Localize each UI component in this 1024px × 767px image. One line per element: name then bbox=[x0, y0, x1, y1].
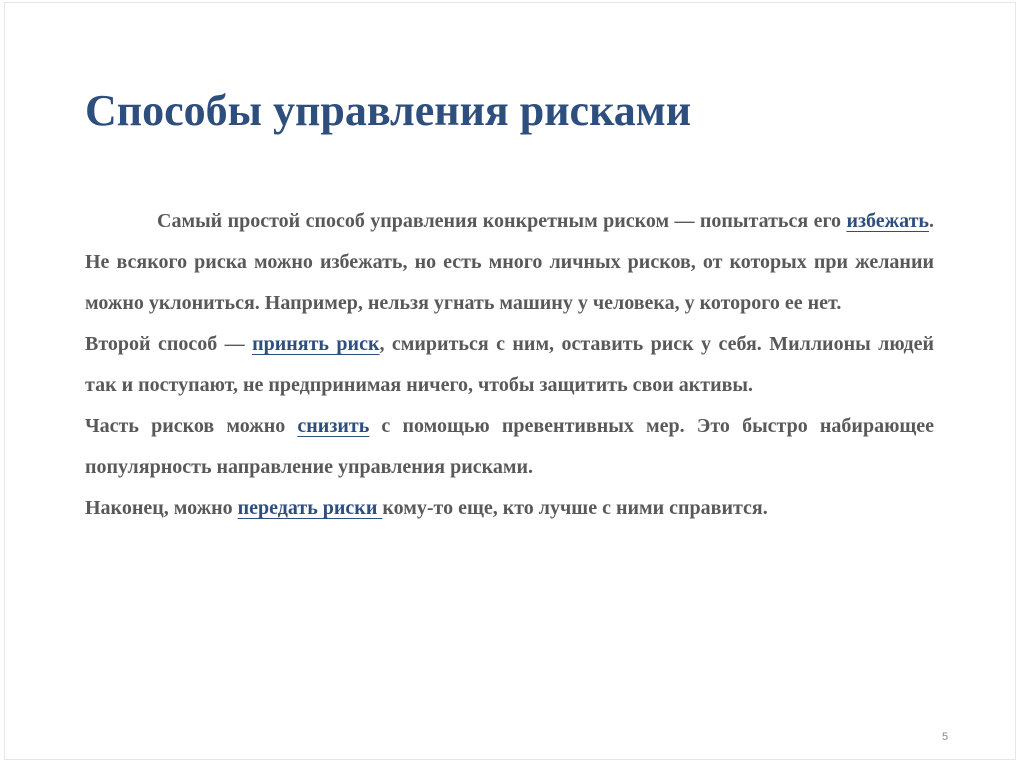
paragraph-reduce bbox=[85, 406, 934, 488]
paragraph-text: Второй способ — bbox=[85, 333, 253, 355]
paragraph-text: Самый простой способ управления конкретным риском — попытаться его bbox=[157, 210, 847, 232]
paragraph-text: кому-то еще, кто лучше с ними справится. bbox=[382, 497, 768, 519]
paragraph-text: Наконец, можно bbox=[85, 497, 238, 519]
paragraph-accept bbox=[85, 324, 934, 406]
paragraph-transfer bbox=[85, 488, 934, 529]
term-transfer-risks: передать риски bbox=[237, 497, 383, 519]
term-avoid: избежать bbox=[846, 210, 929, 232]
page-number: 5 bbox=[942, 731, 949, 743]
paragraph-text: . Не всякого риска можно избежать, но есть много личных рисков, от которых при желании можно уклониться. Например, нельзя угнать машину у человека, у которого ее нет. bbox=[85, 210, 934, 314]
term-accept-risk: принять риск bbox=[252, 333, 380, 355]
paragraph-text: Часть рисков можно bbox=[85, 415, 298, 437]
term-reduce: снизить bbox=[297, 415, 370, 437]
paragraph-text: с помощью превентивных мер. Это быстро набирающее популярность направление управления рисками. bbox=[85, 415, 934, 478]
paragraph-avoid bbox=[85, 201, 934, 324]
slide-title: Способы управления рисками bbox=[85, 86, 692, 135]
paragraph-text: , смириться с ним, оставить риск у себя. Миллионы людей так и поступают, не предпринимая ничего, чтобы защитить свои активы. bbox=[85, 333, 935, 396]
slide-body bbox=[85, 201, 934, 529]
slide bbox=[4, 2, 1016, 760]
